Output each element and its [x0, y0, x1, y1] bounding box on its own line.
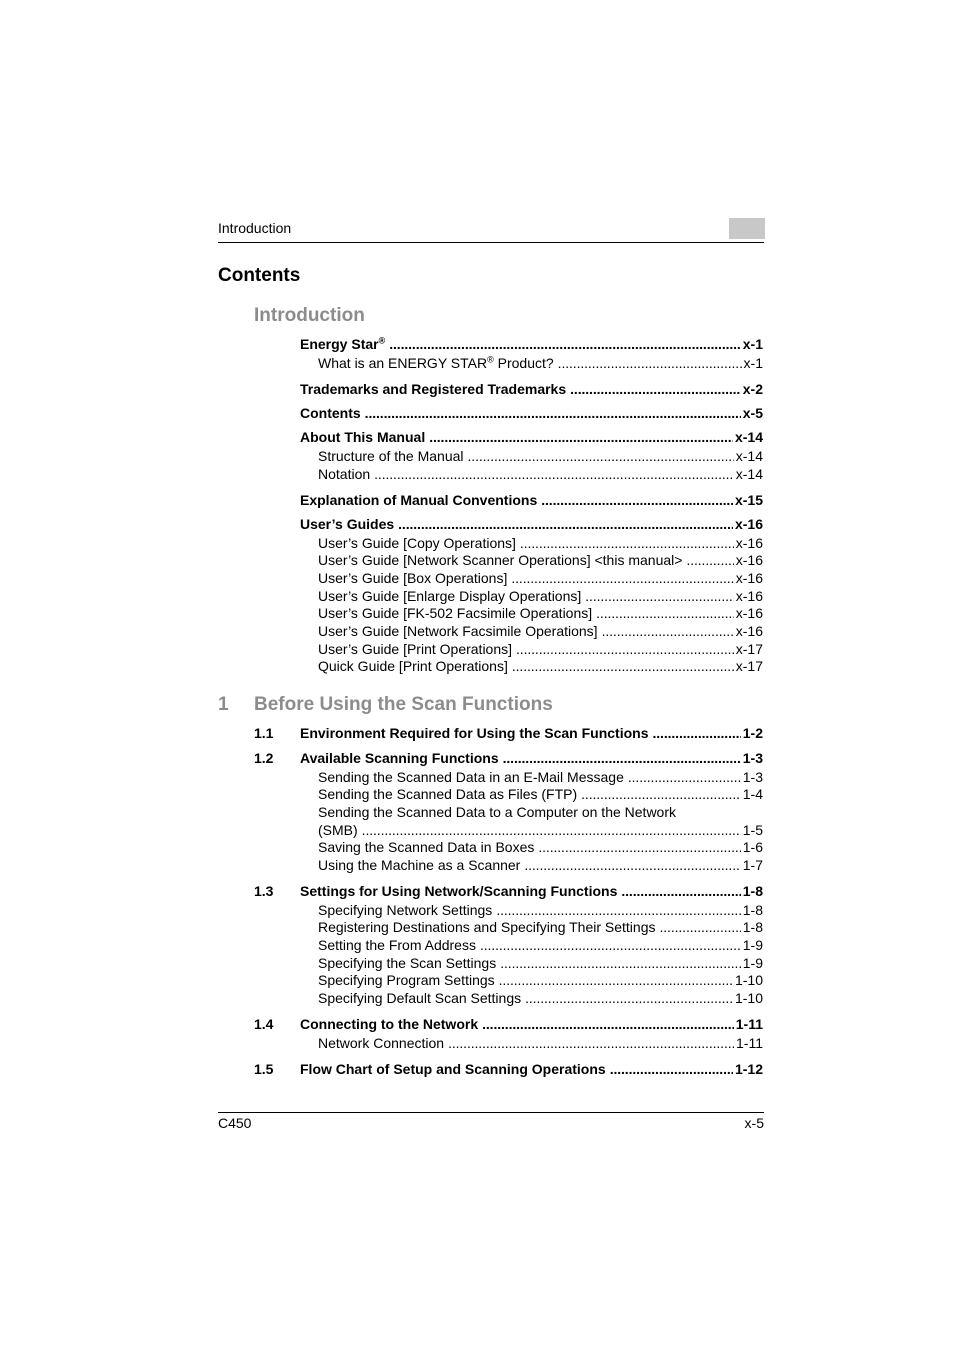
- toc-entry-contents[interactable]: Contents . . . x-5: [300, 405, 763, 422]
- toc-section-number: 1.5: [254, 1061, 274, 1077]
- page-title: Contents: [218, 265, 301, 286]
- header-tab-marker: [729, 218, 765, 239]
- chapter-number: 1: [218, 694, 229, 715]
- toc-entry-ug-network-scanner[interactable]: User’s Guide [Network Scanner Operations] <this manual> . . . x-16: [318, 552, 763, 569]
- toc-entry-about-manual[interactable]: About This Manual . . . x-14: [300, 429, 763, 446]
- toc-entry-1-3[interactable]: Settings for Using Network/Scanning Functions . . . 1-8: [300, 883, 763, 900]
- toc-entry-ug-network-fax[interactable]: User’s Guide [Network Facsimile Operations] . . . x-16: [318, 623, 763, 640]
- toc-entry-smb[interactable]: (SMB) . . . 1-5: [318, 822, 763, 839]
- toc-entry-from-address[interactable]: Setting the From Address . . . 1-9: [318, 937, 763, 954]
- toc-entry-destinations[interactable]: Registering Destinations and Specifying Their Settings . . . 1-8: [318, 919, 763, 936]
- footer-page-number: x-5: [744, 1115, 764, 1131]
- toc-entry-ug-fk502[interactable]: User’s Guide [FK-502 Facsimile Operations] . . . x-16: [318, 605, 763, 622]
- toc-entry-1-4[interactable]: Connecting to the Network . . . 1-11: [300, 1016, 763, 1033]
- toc-entry-ftp[interactable]: Sending the Scanned Data as Files (FTP) . . . 1-4: [318, 786, 763, 803]
- toc-entry-1-5[interactable]: Flow Chart of Setup and Scanning Operations . . . 1-12: [300, 1061, 763, 1078]
- toc-entry-default-scan-settings[interactable]: Specifying Default Scan Settings . . . 1-10: [318, 990, 763, 1007]
- toc-entry-explanation[interactable]: Explanation of Manual Conventions . . . x-15: [300, 492, 763, 509]
- toc-entry-boxes[interactable]: Saving the Scanned Data in Boxes . . . 1-6: [318, 839, 763, 856]
- toc-entry-smb-line1[interactable]: Sending the Scanned Data to a Computer on the Network: [318, 804, 676, 820]
- toc-entry-1-1[interactable]: Environment Required for Using the Scan Functions . . . 1-2: [300, 725, 763, 742]
- toc-section-number: 1.2: [254, 750, 274, 766]
- toc-section-number: 1.3: [254, 883, 274, 899]
- footer-model: C450: [218, 1115, 252, 1131]
- toc-entry-ug-enlarge[interactable]: User’s Guide [Enlarge Display Operations] . . . x-16: [318, 588, 763, 605]
- toc-entry-notation[interactable]: Notation . . . x-14: [318, 466, 763, 483]
- toc-entry-ug-box[interactable]: User’s Guide [Box Operations] . . . x-16: [318, 570, 763, 587]
- toc-entry-program-settings[interactable]: Specifying Program Settings . . . 1-10: [318, 972, 763, 989]
- toc-entry-structure[interactable]: Structure of the Manual . . . x-14: [318, 448, 763, 465]
- toc-entry-ug-copy[interactable]: User’s Guide [Copy Operations] . . . x-16: [318, 535, 763, 552]
- toc-entry-scanner[interactable]: Using the Machine as a Scanner . . . 1-7: [318, 857, 763, 874]
- running-header: Introduction: [218, 220, 292, 236]
- toc-entry-1-2[interactable]: Available Scanning Functions . . . 1-3: [300, 750, 763, 767]
- toc-entry-energy-star[interactable]: Energy Star® . . . x-1: [300, 336, 763, 353]
- toc-entry-email[interactable]: Sending the Scanned Data in an E-Mail Message . . . 1-3: [318, 769, 763, 786]
- toc-entry-scan-settings[interactable]: Specifying the Scan Settings . . . 1-9: [318, 955, 763, 972]
- chapter-title: Before Using the Scan Functions: [254, 694, 553, 715]
- toc-section-number: 1.1: [254, 725, 274, 741]
- header-rule: [218, 242, 764, 243]
- footer-rule: [218, 1112, 764, 1113]
- toc-entry-what-is-energy-star[interactable]: What is an ENERGY STAR® Product? . . . x-1: [318, 355, 763, 372]
- toc-entry-network-connection[interactable]: Network Connection . . . 1-11: [318, 1035, 763, 1052]
- section-title-introduction: Introduction: [254, 305, 365, 326]
- toc-entry-network-settings[interactable]: Specifying Network Settings . . . 1-8: [318, 902, 763, 919]
- toc-entry-ug-print[interactable]: User’s Guide [Print Operations] . . . x-17: [318, 641, 763, 658]
- toc-entry-trademarks[interactable]: Trademarks and Registered Trademarks . . . x-2: [300, 381, 763, 398]
- toc-entry-users-guides[interactable]: User’s Guides . . . x-16: [300, 516, 763, 533]
- toc-section-number: 1.4: [254, 1016, 274, 1032]
- toc-entry-quick-guide-print[interactable]: Quick Guide [Print Operations] . . . x-17: [318, 658, 763, 675]
